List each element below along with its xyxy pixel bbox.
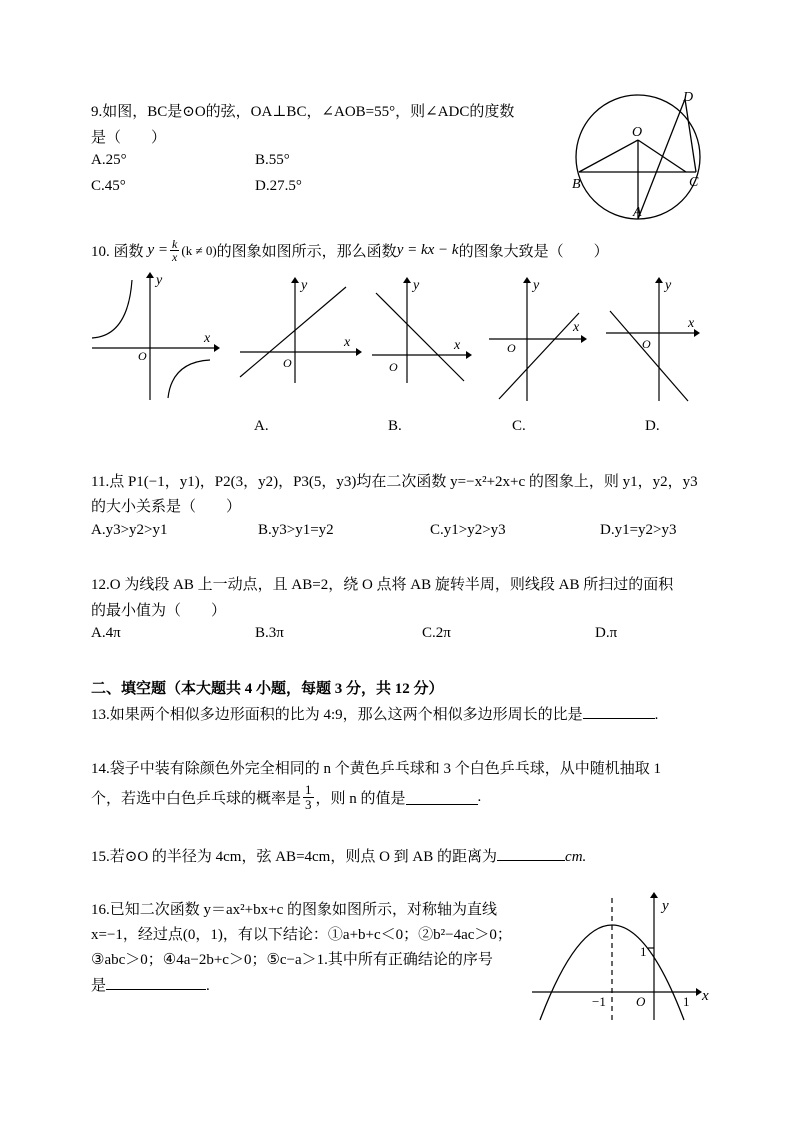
q10-func1-num: k xyxy=(172,237,178,251)
q11-option-c: C.y1>y2>y3 xyxy=(430,522,506,538)
q10-stem-prefix: 10. 函数 xyxy=(91,244,144,260)
q11-option-a: A.y3>y2>y1 xyxy=(91,522,168,538)
q11-stem-line2: 的大小关系是（ ） xyxy=(91,499,242,515)
q10-hyperbola-graph xyxy=(90,270,220,405)
q16-line4-text: 是 xyxy=(91,978,107,994)
q10-func1-y: y = xyxy=(147,242,169,258)
q10-b-origin-label: O xyxy=(389,360,398,374)
q11-option-d: D.y1=y2>y3 xyxy=(600,522,677,538)
section2-title: 二、填空题（本大题共 4 小题，每题 3 分，共 12 分） xyxy=(91,681,444,697)
q10-main-origin-label: O xyxy=(138,349,147,363)
q10-b-x-label: x xyxy=(454,338,461,353)
q10-choice-d: D. xyxy=(645,418,660,434)
q9-label-b: B xyxy=(572,177,581,192)
q11-option-b: B.y3>y1=y2 xyxy=(258,522,334,538)
q13-line xyxy=(91,703,658,724)
q15-unit: cm. xyxy=(565,849,587,865)
q13-end: . xyxy=(654,707,659,723)
q16-line1: 16.已知二次函数 y＝ax²+bx+c 的图象如图所示，对称轴为直线 xyxy=(91,902,497,918)
q10-a-origin-label: O xyxy=(283,356,292,370)
q9-stem-line2: 是（ ） xyxy=(91,130,167,146)
q12-option-a: A.4π xyxy=(91,625,121,641)
q16-end: . xyxy=(206,978,210,994)
q10-main-x-label: x xyxy=(204,331,211,346)
q12-stem-line2: 的最小值为（ ） xyxy=(91,603,227,619)
q10-func1-fraction xyxy=(170,238,179,263)
q10-choice-c: C. xyxy=(512,418,526,434)
q14-line2 xyxy=(91,783,481,812)
q9-label-a: A xyxy=(633,205,642,220)
q10-d-x-label: x xyxy=(688,316,695,331)
q16-fig-x-label: x xyxy=(702,988,709,1004)
q10-c-origin-label: O xyxy=(507,341,516,355)
q10-graph-a xyxy=(238,275,363,385)
q9-label-c: C xyxy=(689,175,699,190)
q16-fig-one-label: 1 xyxy=(640,944,647,959)
q14-end: . xyxy=(477,789,482,805)
q10-stem xyxy=(91,238,609,263)
q10-func1-cond: (k ≠ 0) xyxy=(181,242,217,258)
q9-label-d: D xyxy=(683,90,694,105)
q14-answer-blank[interactable] xyxy=(406,790,478,805)
q15-line xyxy=(91,845,586,866)
q13-text: 13.如果两个相似多边形面积的比为 4:9，那么这两个相似多边形周长的比是 xyxy=(91,707,583,723)
q10-c-x-label: x xyxy=(573,320,580,335)
q10-d-origin-label: O xyxy=(642,337,651,351)
q10-choice-b: B. xyxy=(388,418,402,434)
q10-stem-mid: 的图象如图所示，那么函数 xyxy=(216,244,397,260)
q13-answer-blank[interactable] xyxy=(583,704,655,719)
q10-choice-a: A. xyxy=(254,418,269,434)
q10-graph-d xyxy=(604,275,704,405)
q14-fraction xyxy=(303,783,314,812)
q14-frac-den: 3 xyxy=(305,797,312,812)
q9-circle-figure xyxy=(560,85,730,225)
q16-fig-neg-one-label: −1 xyxy=(592,994,606,1009)
q16-answer-blank[interactable] xyxy=(106,975,206,990)
q12-option-c: C.2π xyxy=(422,625,451,641)
q12-option-b: B.3π xyxy=(255,625,284,641)
q12-option-d: D.π xyxy=(595,625,618,641)
q10-a-y-label: y xyxy=(301,278,308,293)
q16-fig-y-label: y xyxy=(662,898,669,914)
q16-parabola-graph xyxy=(530,888,720,1023)
q16-line3: ③abc＞0；④4a−2b+c＞0；⑤c−a＞1.其中所有正确结论的序号 xyxy=(91,952,493,968)
q10-c-y-label: y xyxy=(533,278,540,293)
q14-line2-prefix: 个，若选中白色乒乓球的概率是 xyxy=(91,791,302,807)
q10-a-x-label: x xyxy=(344,335,351,350)
q16-line2: x=−1，经过点(0，1)，有以下结论：①a+b+c＜0；②b²−4ac＞0； xyxy=(91,927,512,943)
q10-main-y-label: y xyxy=(156,273,163,288)
q9-option-d: D.27.5° xyxy=(255,178,302,194)
q14-line2-suffix: ，则 n 的值是 xyxy=(315,791,406,807)
q9-option-a: A.25° xyxy=(91,152,127,168)
q10-graph-c xyxy=(487,275,592,405)
q16-fig-pos-one-label: 1 xyxy=(683,994,690,1009)
q12-stem-line1: 12.O 为线段 AB 上一动点，且 AB=2，绕 O 点将 AB 旋转半周，则线段 AB 所扫过的面积 xyxy=(91,577,674,593)
q9-option-b: B.55° xyxy=(255,152,290,168)
q10-func1-den: x xyxy=(172,250,178,264)
q15-answer-blank[interactable] xyxy=(497,846,565,861)
q14-frac-num: 1 xyxy=(305,782,312,797)
q10-stem-suffix: 的图象大致是（ ） xyxy=(458,244,609,260)
q10-graph-b xyxy=(370,275,475,385)
q11-stem-line1: 11.点 P1(−1，y1)，P2(3，y2)，P3(5，y3)均在二次函数 y=−x²+2x+c 的图象上，则 y1，y2，y3 xyxy=(91,474,698,490)
q9-label-o: O xyxy=(632,125,643,140)
q14-line1: 14.袋子中装有除颜色外完全相同的 n 个黄色乒乓球和 3 个白色乒乓球，从中随机抽取 1 xyxy=(91,761,662,777)
q15-text: 15.若⊙O 的半径为 4cm，弦 AB=4cm，则点 O 到 AB 的距离为 xyxy=(91,849,498,865)
q16-fig-origin-label: O xyxy=(636,994,646,1009)
q9-stem-line1: 9.如图，BC是⊙O的弦，OA⊥BC，∠AOB=55°，则∠ADC的度数 xyxy=(91,104,515,120)
q9-option-c: C.45° xyxy=(91,178,126,194)
q10-d-y-label: y xyxy=(665,278,672,293)
q10-b-y-label: y xyxy=(413,278,420,293)
q16-line4 xyxy=(91,974,210,995)
q10-func2: y = kx − k xyxy=(396,242,459,258)
